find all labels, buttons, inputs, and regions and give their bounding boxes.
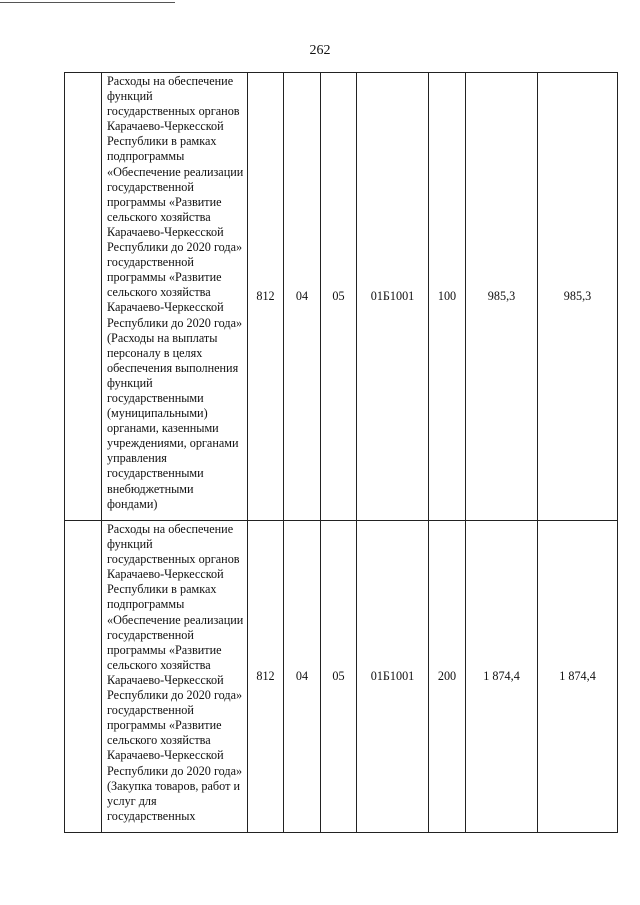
- ministry-code-cell: 812: [248, 73, 284, 521]
- top-rule: [0, 2, 175, 3]
- description-cell: Расходы на обеспечение функций государственных органов Карачаево-Черкесской Республики в рамках подпрограммы «Обеспечение реализации государственной программы «Развитие сельского хозяйства Карачаево-Черкесской Республики до 2020 года» государственной программы «Развитие сельского хозяйства Карачаево-Черкесской Республики до 2020 года» (Закупка товаров, работ и услуг для государственных: [102, 521, 248, 833]
- amount-cell: 1 874,4: [538, 521, 618, 833]
- ministry-code-cell: 812: [248, 521, 284, 833]
- target-article-cell: 01Б1001: [357, 73, 429, 521]
- subsection-code-cell: 05: [321, 521, 357, 833]
- amount-cell: 1 874,4: [466, 521, 538, 833]
- table-row: [65, 73, 618, 521]
- subsection-code-cell: 05: [321, 73, 357, 521]
- description-cell: Расходы на обеспечение функций государственных органов Карачаево-Черкесской Республики в рамках подпрограммы «Обеспечение реализации государственной программы «Развитие сельского хозяйства Карачаево-Черкесской Республики до 2020 года» государственной программы «Развитие сельского хозяйства Карачаево-Черкесской Республики до 2020 года» (Расходы на выплаты персоналу в целях обеспечения выполнения функций государственными (муниципальными) органами, казенными учреждениями, органами управления государственными внебюджетными фондами): [102, 73, 248, 521]
- budget-table: [64, 72, 618, 833]
- section-code-cell: 04: [284, 73, 321, 521]
- expense-type-cell: 200: [429, 521, 466, 833]
- expense-type-cell: 100: [429, 73, 466, 521]
- section-code-cell: 04: [284, 521, 321, 833]
- table-row: [65, 521, 618, 833]
- row-number-cell: [65, 521, 102, 833]
- amount-cell: 985,3: [538, 73, 618, 521]
- page-number: 262: [309, 43, 331, 58]
- amount-cell: 985,3: [466, 73, 538, 521]
- target-article-cell: 01Б1001: [357, 521, 429, 833]
- row-number-cell: [65, 73, 102, 521]
